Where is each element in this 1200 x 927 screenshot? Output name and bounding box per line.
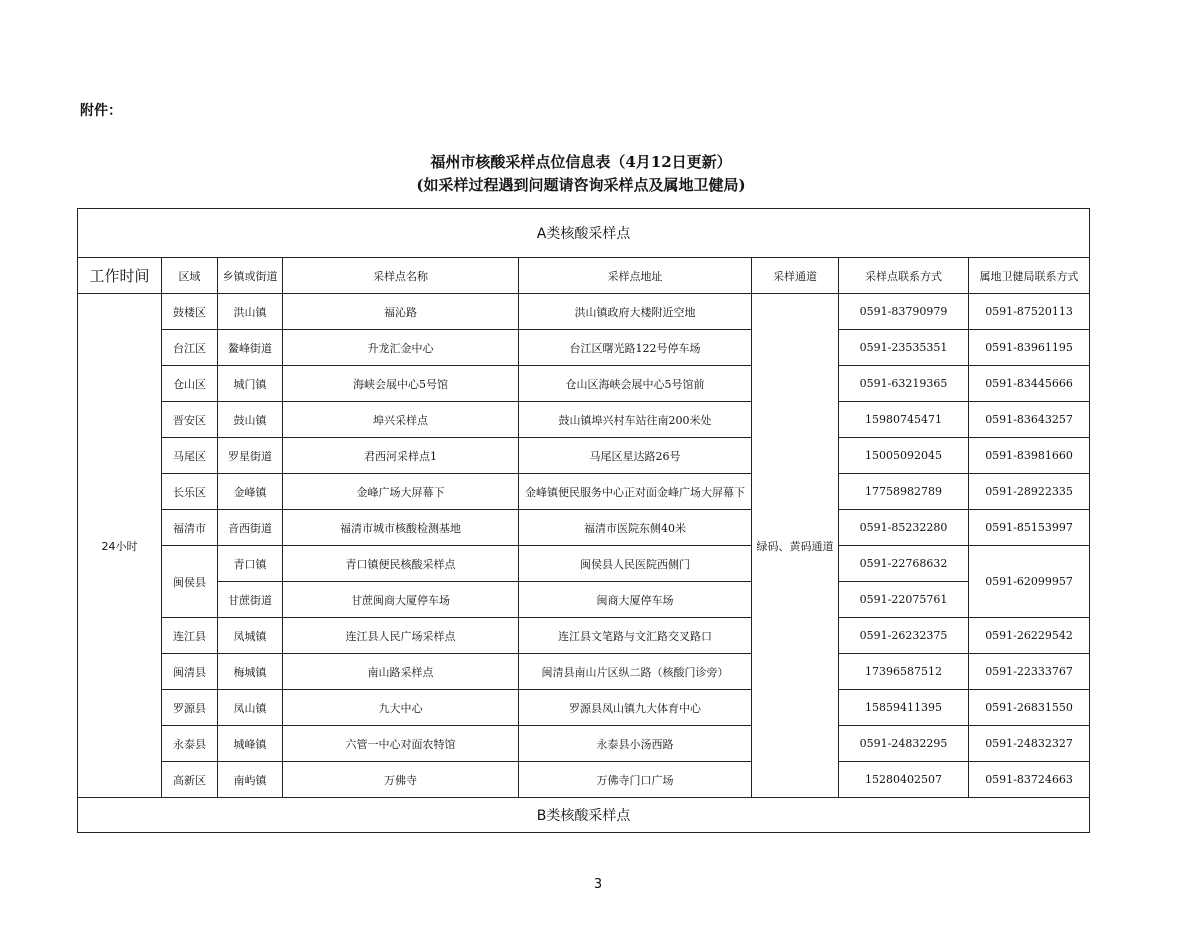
header-address: 采样点地址: [519, 258, 752, 294]
table-row: [78, 330, 1090, 366]
bureau-contact-cell: 0591-26229542: [969, 618, 1090, 654]
town-cell: 罗星街道: [218, 438, 283, 474]
district-cell: 福清市: [162, 510, 218, 546]
table-row: [78, 726, 1090, 762]
district-cell: 闽侯县: [162, 546, 218, 618]
address-cell: 金峰镇便民服务中心正对面金峰广场大屏幕下: [519, 474, 752, 510]
town-cell: 音西街道: [218, 510, 283, 546]
column-header-row: [78, 258, 1090, 294]
town-cell: 洪山镇: [218, 294, 283, 330]
district-cell: 高新区: [162, 762, 218, 798]
header-site-contact: 采样点联系方式: [839, 258, 969, 294]
town-cell: 青口镇: [218, 546, 283, 582]
town-cell: 梅城镇: [218, 654, 283, 690]
district-cell: 长乐区: [162, 474, 218, 510]
address-cell: 闽侯县人民医院西侧门: [519, 546, 752, 582]
site-name-cell: 甘蔗闽商大厦停车场: [283, 582, 519, 618]
site-contact-cell: 0591-26232375: [839, 618, 969, 654]
bureau-contact-cell: 0591-87520113: [969, 294, 1090, 330]
site-name-cell: 九大中心: [283, 690, 519, 726]
address-cell: 鼓山镇埠兴村车站往南200米处: [519, 402, 752, 438]
district-cell: 连江县: [162, 618, 218, 654]
site-name-cell: 金峰广场大屏幕下: [283, 474, 519, 510]
site-contact-cell: 0591-24832295: [839, 726, 969, 762]
district-cell: 永泰县: [162, 726, 218, 762]
town-cell: 金峰镇: [218, 474, 283, 510]
channel-cell: 绿码、黄码通道: [752, 294, 839, 798]
site-name-cell: 南山路采样点: [283, 654, 519, 690]
site-name-cell: 青口镇便民核酸采样点: [283, 546, 519, 582]
town-cell: 甘蔗街道: [218, 582, 283, 618]
table-row: [78, 654, 1090, 690]
table-row: [78, 366, 1090, 402]
table-row: [78, 546, 1090, 582]
site-name-cell: 君西河采样点1: [283, 438, 519, 474]
table-row: [78, 510, 1090, 546]
work-time-cell: 24小时: [78, 294, 162, 798]
site-contact-cell: 15859411395: [839, 690, 969, 726]
site-contact-cell: 0591-23535351: [839, 330, 969, 366]
site-contact-cell: 0591-22768632: [839, 546, 969, 582]
address-cell: 马尾区星达路26号: [519, 438, 752, 474]
table-row: [78, 294, 1090, 330]
attachment-label: 附件：: [80, 103, 122, 119]
district-cell: 鼓楼区: [162, 294, 218, 330]
section-b-header: B类核酸采样点: [78, 798, 1090, 833]
site-name-cell: 升龙汇金中心: [283, 330, 519, 366]
site-contact-cell: 0591-63219365: [839, 366, 969, 402]
site-name-cell: 连江县人民广场采样点: [283, 618, 519, 654]
table-row: [78, 690, 1090, 726]
bureau-contact-cell: 0591-24832327: [969, 726, 1090, 762]
site-name-cell: 福清市城市核酸检测基地: [283, 510, 519, 546]
bureau-contact-cell: 0591-83445666: [969, 366, 1090, 402]
site-contact-cell: 17758982789: [839, 474, 969, 510]
site-contact-cell: 0591-22075761: [839, 582, 969, 618]
address-cell: 连江县文笔路与文汇路交叉路口: [519, 618, 752, 654]
bureau-contact-cell: 0591-83724663: [969, 762, 1090, 798]
table-row: [78, 582, 1090, 618]
site-contact-cell: 0591-85232280: [839, 510, 969, 546]
bureau-contact-cell: 0591-22333767: [969, 654, 1090, 690]
address-cell: 洪山镇政府大楼附近空地: [519, 294, 752, 330]
site-name-cell: 万佛寺: [283, 762, 519, 798]
site-contact-cell: 0591-83790979: [839, 294, 969, 330]
town-cell: 凤山镇: [218, 690, 283, 726]
header-district: 区域: [162, 258, 218, 294]
site-name-cell: 六管一中心对面农特馆: [283, 726, 519, 762]
site-name-cell: 埠兴采样点: [283, 402, 519, 438]
bureau-contact-cell: 0591-26831550: [969, 690, 1090, 726]
site-name-cell: 福沁路: [283, 294, 519, 330]
address-cell: 仓山区海峡会展中心5号馆前: [519, 366, 752, 402]
address-cell: 闽清县南山片区纵二路（核酸门诊旁）: [519, 654, 752, 690]
header-work-time: 工作时间: [78, 258, 162, 294]
document-title: 福州市核酸采样点位信息表（4月12日更新）: [430, 153, 732, 171]
address-cell: 台江区曙光路122号停车场: [519, 330, 752, 366]
header-bureau-contact: 属地卫健局联系方式: [969, 258, 1090, 294]
bureau-contact-cell: 0591-85153997: [969, 510, 1090, 546]
bureau-contact-cell: 0591-83981660: [969, 438, 1090, 474]
bureau-contact-cell: 0591-83961195: [969, 330, 1090, 366]
address-cell: 福清市医院东侧40米: [519, 510, 752, 546]
address-cell: 万佛寺门口广场: [519, 762, 752, 798]
header-channel: 采样通道: [752, 258, 839, 294]
address-cell: 闽商大厦停车场: [519, 582, 752, 618]
document-subtitle: (如采样过程遇到问题请咨询采样点及属地卫健局): [416, 176, 746, 194]
district-cell: 仓山区: [162, 366, 218, 402]
town-cell: 南屿镇: [218, 762, 283, 798]
sampling-sites-table: [77, 208, 1090, 833]
address-cell: 永泰县小汤西路: [519, 726, 752, 762]
table-row: [78, 438, 1090, 474]
header-site-name: 采样点名称: [283, 258, 519, 294]
bureau-contact-cell: 0591-28922335: [969, 474, 1090, 510]
bureau-contact-cell: 0591-83643257: [969, 402, 1090, 438]
town-cell: 城门镇: [218, 366, 283, 402]
town-cell: 凤城镇: [218, 618, 283, 654]
district-cell: 罗源县: [162, 690, 218, 726]
town-cell: 鼓山镇: [218, 402, 283, 438]
address-cell: 罗源县凤山镇九大体育中心: [519, 690, 752, 726]
site-contact-cell: 17396587512: [839, 654, 969, 690]
table-row: [78, 762, 1090, 798]
district-cell: 晋安区: [162, 402, 218, 438]
table-row: [78, 618, 1090, 654]
district-cell: 马尾区: [162, 438, 218, 474]
site-contact-cell: 15280402507: [839, 762, 969, 798]
table-row: [78, 474, 1090, 510]
bureau-contact-cell: 0591-62099957: [969, 546, 1090, 618]
site-name-cell: 海峡会展中心5号馆: [283, 366, 519, 402]
district-cell: 台江区: [162, 330, 218, 366]
site-contact-cell: 15005092045: [839, 438, 969, 474]
town-cell: 鳌峰街道: [218, 330, 283, 366]
section-a-header: A类核酸采样点: [78, 209, 1090, 258]
district-cell: 闽清县: [162, 654, 218, 690]
page-number: 3: [593, 877, 603, 892]
table-row: [78, 402, 1090, 438]
site-contact-cell: 15980745471: [839, 402, 969, 438]
town-cell: 城峰镇: [218, 726, 283, 762]
header-town: 乡镇或街道: [218, 258, 283, 294]
